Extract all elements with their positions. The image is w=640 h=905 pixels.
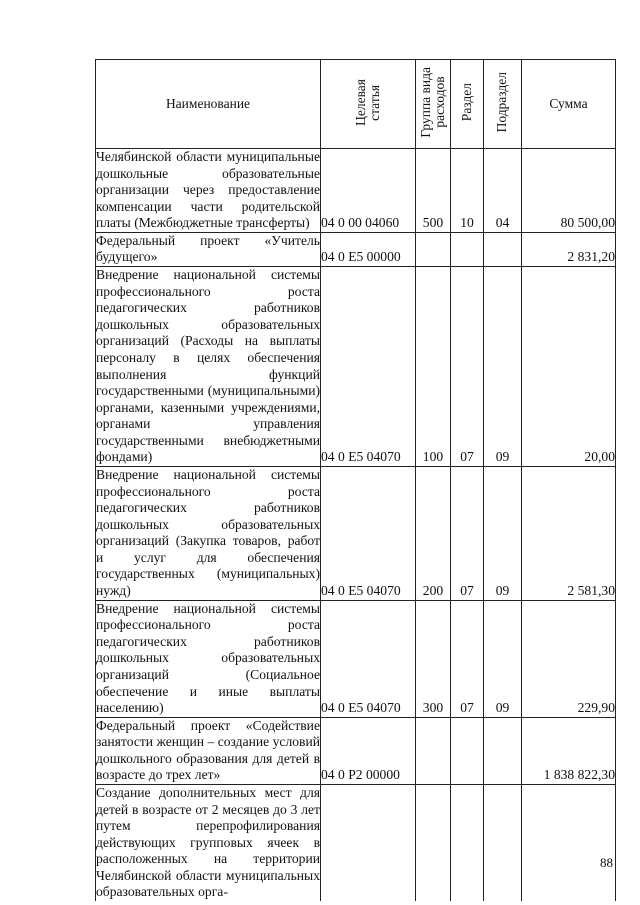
table-row: [96, 717, 616, 784]
row-subsection: [484, 232, 522, 266]
row-group: [416, 784, 451, 901]
row-amount: 80 500,00: [522, 149, 616, 233]
table-row: [96, 600, 616, 717]
row-section: 07: [451, 267, 484, 467]
row-section: [451, 717, 484, 784]
row-code: 04 0 E5 04070: [321, 267, 416, 467]
row-section: [451, 232, 484, 266]
row-group: 500: [416, 149, 451, 233]
row-group: [416, 717, 451, 784]
row-subsection: [484, 717, 522, 784]
row-section: 10: [451, 149, 484, 233]
row-name: Внедрение национальной системы профессионального роста педагогических работников дошкольных образовательных организаций (Закупка товаров, работ и услуг для обеспечения государственных (муниципальных) нужд): [96, 466, 321, 600]
row-name: Федеральный проект «Содействие занятости женщин – создание условий дошкольного образования для детей в возрасте до трех лет»: [96, 717, 321, 784]
table-row: [96, 232, 616, 266]
row-code: 04 0 E5 00000: [321, 232, 416, 266]
header-section-label: Раздел: [458, 82, 474, 122]
row-section: 07: [451, 466, 484, 600]
page-number: 88: [600, 855, 613, 870]
header-subsection-label: Подраздел: [494, 71, 510, 133]
header-target-article: [321, 60, 416, 149]
row-subsection: 04: [484, 149, 522, 233]
row-amount: [522, 784, 616, 901]
header-group-label: Группа вида расходов: [417, 66, 447, 138]
row-code: 04 0 E5 04070: [321, 466, 416, 600]
row-code: 04 0 00 04060: [321, 149, 416, 233]
row-group: 200: [416, 466, 451, 600]
header-expense-group: [416, 60, 451, 149]
row-amount: 20,00: [522, 267, 616, 467]
header-amount: Сумма: [522, 60, 616, 149]
budget-table: [95, 59, 616, 901]
table-header-row: [96, 60, 616, 149]
row-code: 04 0 E5 04070: [321, 600, 416, 717]
row-amount: 2 831,20: [522, 232, 616, 266]
row-name: Создание дополнительных мест для детей в возрасте от 2 месяцев до 3 лет путем перепрофилирования действующих групповых ячеек в расположенных на территории Челябинской области муниципальных образовательных орга-: [96, 784, 320, 900]
row-amount: 1 838 822,30: [522, 717, 616, 784]
row-code: [321, 784, 416, 901]
row-amount: 229,90: [522, 600, 616, 717]
row-section: 07: [451, 600, 484, 717]
row-subsection: 09: [484, 267, 522, 467]
table-row: [96, 267, 616, 467]
row-name: Внедрение национальной системы профессионального роста педагогических работников дошкольных образовательных организаций (Социальное обеспечение и иные выплаты населению): [96, 600, 321, 717]
row-subsection: [484, 784, 522, 901]
table-row: [96, 466, 616, 600]
row-group: 100: [416, 267, 451, 467]
row-subsection: 09: [484, 466, 522, 600]
header-code-label: Целевая статья: [352, 78, 382, 126]
row-name: Челябинской области муниципальные дошкольные образовательные организации через предоставление компенсации части родительской платы (Межбюджетные трансферты): [96, 149, 321, 233]
row-section: [451, 784, 484, 901]
row-group: 300: [416, 600, 451, 717]
row-subsection: 09: [484, 600, 522, 717]
row-name: Внедрение национальной системы профессионального роста педагогических работников дошкольных образовательных организаций (Расходы на выплаты персоналу в целях обеспечения выполнения функций государственными (муниципальными) органами, казенными учреждениями, органами управления государственными внебюджетными фондами): [96, 267, 321, 467]
table-row: [96, 784, 616, 901]
table-row: [96, 149, 616, 233]
header-name: Наименование: [96, 60, 321, 149]
header-subsection: [484, 60, 522, 149]
row-group: [416, 232, 451, 266]
row-code: 04 0 P2 00000: [321, 717, 416, 784]
row-amount: 2 581,30: [522, 466, 616, 600]
header-section: [451, 60, 484, 149]
row-name: Федеральный проект «Учитель будущего»: [96, 232, 321, 266]
